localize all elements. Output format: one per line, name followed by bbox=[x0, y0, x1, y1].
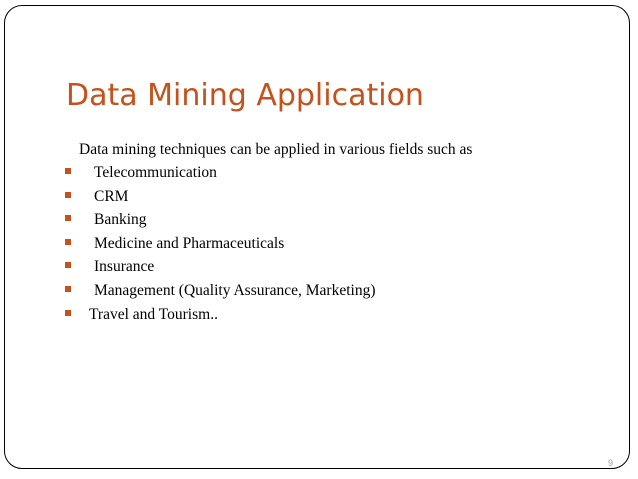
page-number: 9 bbox=[608, 458, 614, 468]
list-item-label: Insurance bbox=[94, 258, 155, 276]
intro-text: Data mining techniques can be applied in various fields such as bbox=[79, 141, 473, 158]
square-bullet-icon bbox=[65, 239, 71, 245]
list-item-label: Management (Quality Assurance, Marketing) bbox=[94, 281, 376, 299]
list-item-label: Telecommunication bbox=[94, 164, 217, 181]
square-bullet-icon bbox=[65, 262, 71, 268]
square-bullet-icon bbox=[65, 310, 71, 316]
list-item-label: Banking bbox=[94, 211, 147, 229]
square-bullet-icon bbox=[65, 192, 71, 198]
square-bullet-icon bbox=[65, 286, 71, 292]
list-item-label: CRM bbox=[94, 187, 129, 205]
square-bullet-icon bbox=[65, 168, 71, 174]
slide-title: Data Mining Application bbox=[66, 78, 424, 113]
list-item-label: Medicine and Pharmaceuticals bbox=[94, 234, 285, 252]
list-item-label: Travel and Tourism.. bbox=[89, 305, 218, 323]
square-bullet-icon bbox=[65, 215, 71, 221]
